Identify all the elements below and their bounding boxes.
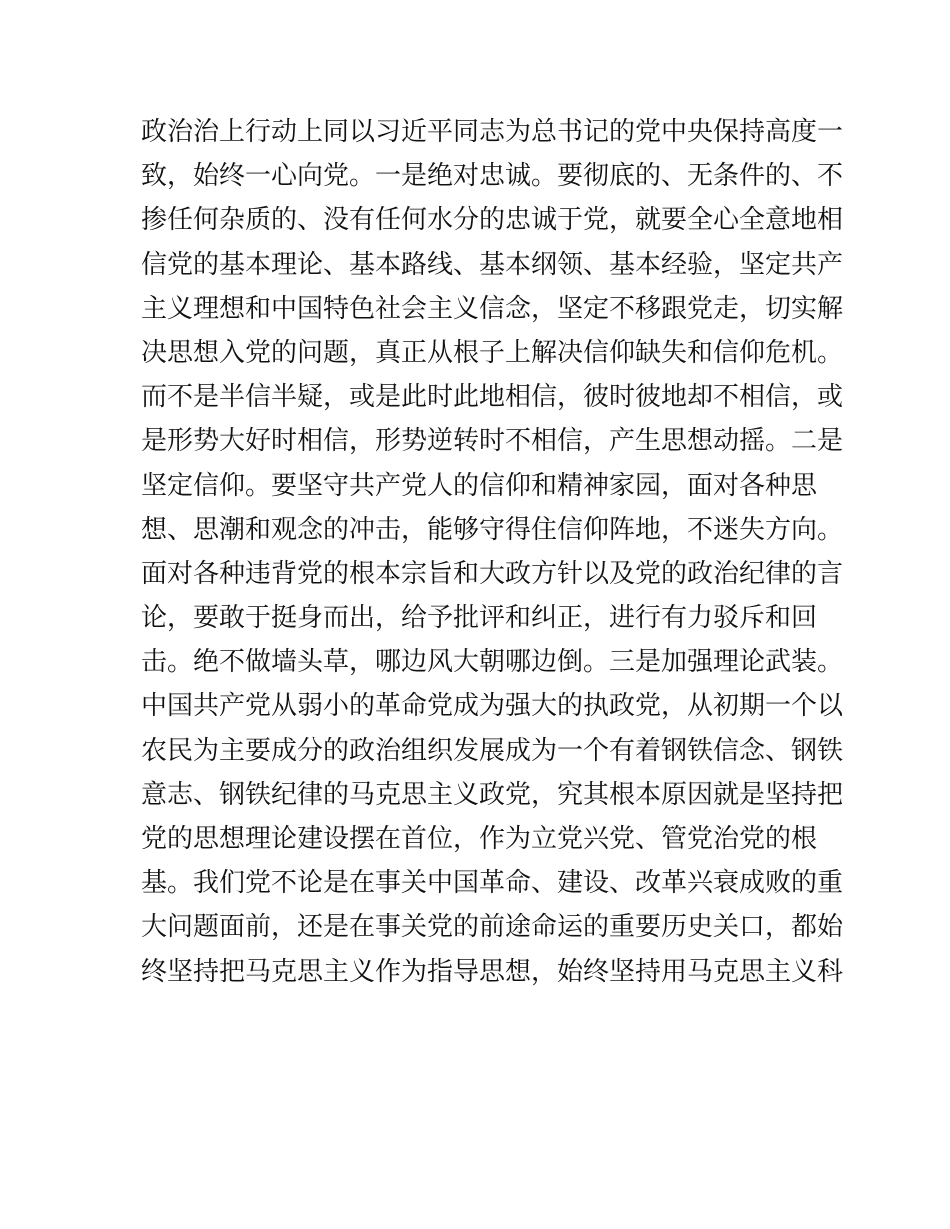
text-line: 想、思潮和观念的冲击，能够守得住信仰阵地，不迷失方向。: [141, 514, 844, 545]
text-line: 坚定信仰。要坚守共产党人的信仰和精神家园，面对各种思: [141, 470, 818, 501]
text-line: 决思想入党的问题，真正从根子上解决信仰缺失和信仰危机。: [141, 337, 844, 368]
text-line: 意志、钢铁纪律的马克思主义政党，究其根本原因就是坚持把: [141, 779, 844, 810]
body-text: [141, 110, 844, 994]
text-line: 致，始终一心向党。一是绝对忠诚。要彻底的、无条件的、不: [141, 161, 844, 192]
text-line: 中国共产党从弱小的革命党成为强大的执政党，从初期一个以: [141, 691, 844, 722]
text-line: 论，要敢于挺身而出，给予批评和纠正，进行有力驳斥和回: [141, 603, 818, 634]
text-line: 面对各种违背党的根本宗旨和大政方针以及党的政治纪律的言: [141, 558, 844, 589]
text-line: 政治治上行动上同以习近平同志为总书记的党中央保持高度一: [141, 117, 844, 147]
text-line: 终坚持把马克思主义作为指导思想，始终坚持用马克思主义科: [141, 956, 844, 987]
text-line: 大问题面前，还是在事关党的前途命运的重要历史关口，都始: [141, 912, 844, 943]
text-line: 而不是半信半疑，或是此时此地相信，彼时彼地却不相信，或: [141, 382, 844, 413]
text-line: 主义理想和中国特色社会主义信念，坚定不移跟党走，切实解: [141, 293, 844, 324]
text-line: 掺任何杂质的、没有任何水分的忠诚于党，就要全心全意地相: [141, 205, 844, 236]
text-line: 是形势大好时相信，形势逆转时不相信，产生思想动摇。二是: [141, 426, 844, 457]
text-line: 农民为主要成分的政治组织发展成为一个有着钢铁信念、钢铁: [141, 735, 844, 766]
text-line: 信党的基本理论、基本路线、基本纲领、基本经验，坚定共产: [141, 249, 844, 280]
text-line: 击。绝不做墙头草，哪边风大朝哪边倒。三是加强理论武装。: [141, 647, 844, 678]
text-line: 党的思想理论建设摆在首位，作为立党兴党、管党治党的根: [141, 824, 818, 854]
text-line: 基。我们党不论是在事关中国革命、建设、改革兴衰成败的重: [141, 868, 844, 899]
